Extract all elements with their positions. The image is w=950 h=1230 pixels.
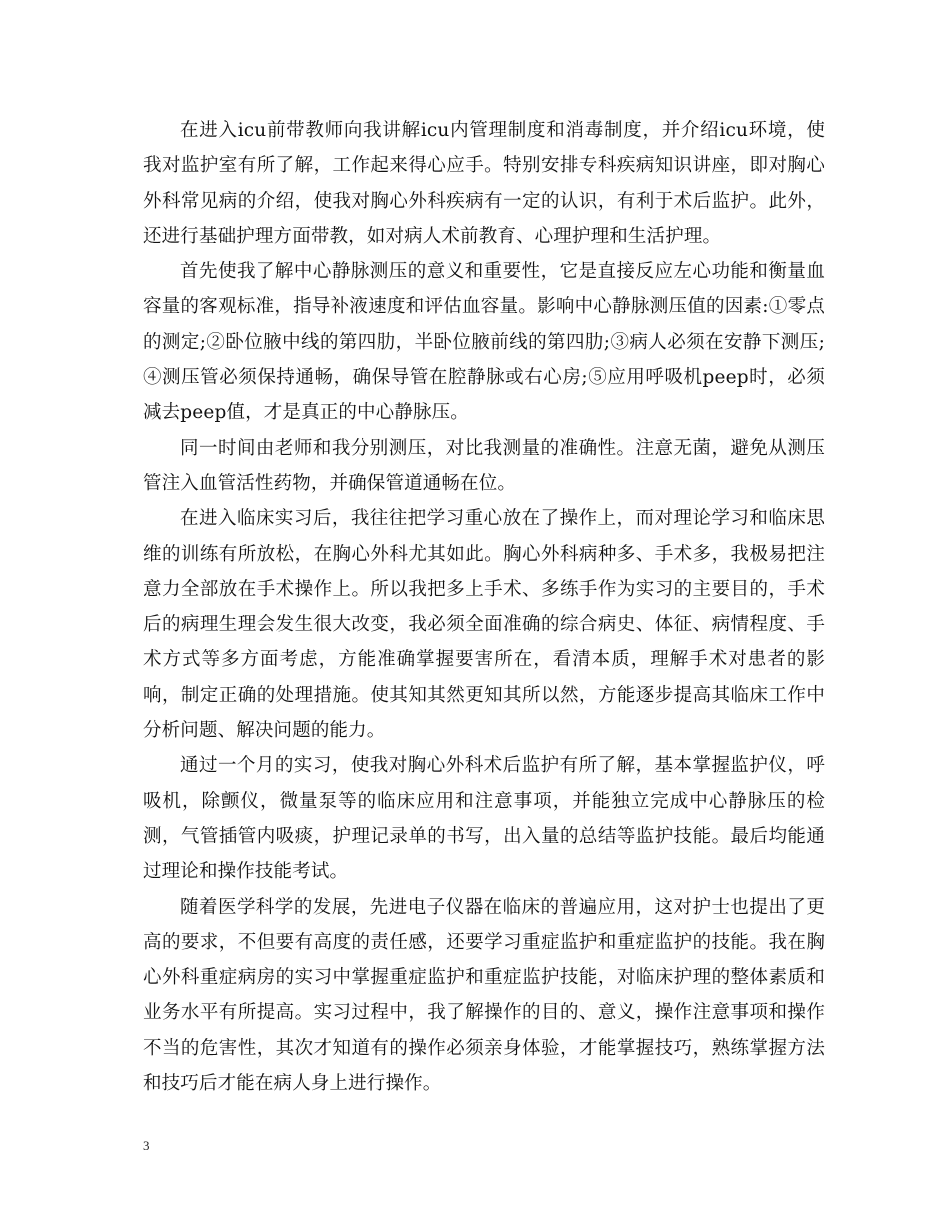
paragraph-medical-development: 随着医学科学的发展，先进电子仪器在临床的普遍应用，这对护士也提出了更高的要求，不但要有高度的责任感，还要学习重症监护和重症监护的技能。我在胸心外科重症病房的实习中掌握重症监护和重症监护技能，对临床护理的整体素质和业务水平有所提高。实习过程中，我了解操作的目的、意义，操作注意事项和操作不当的危害性，其次才知道有的操作必须亲身体验，才能掌握技巧，熟练掌握方法和技巧后才能在病人身上进行操作。	[143, 896, 825, 1095]
body-text	[143, 113, 825, 1101]
paragraph-central-venous-pressure: 首先使我了解中心静脉测压的意义和重要性，它是直接反应左心功能和衡量血容量的客观标准，指导补液速度和评估血容量。影响中心静脉测压值的因素:①零点的测定;②卧位腋中线的第四肋，半卧位腋前线的第四肋;③病人必须在安静下测压;④测压管必须保持通畅，确保导管在腔静脉或右心房;⑤应用呼吸机peep时，必须减去peep值，才是真正的中心静脉压。	[143, 261, 825, 424]
paragraph-pressure-comparison: 同一时间由老师和我分别测压，对比我测量的准确性。注意无菌，避免从测压管注入血管活性药物，并确保管道通畅在位。	[143, 437, 825, 494]
paragraph-clinical-practice: 在进入临床实习后，我往往把学习重心放在了操作上，而对理论学习和临床思维的训练有所放松，在胸心外科尤其如此。胸心外科病种多、手术多，我极易把注意力全部放在手术操作上。所以我把多上手术、多练手作为实习的主要目的，手术后的病理生理会发生很大改变，我必须全面准确的综合病史、体征、病情程度、手术方式等多方面考虑，方能准确掌握要害所在，看清本质，理解手术对患者的影响，制定正确的处理措施。使其知其然更知其所以然，方能逐步提高其临床工作中分析问题、解决问题的能力。	[143, 508, 825, 742]
paragraph-icu-introduction: 在进入icu前带教师向我讲解icu内管理制度和消毒制度，并介绍icu环境，使我对监护室有所了解，工作起来得心应手。特别安排专科疾病知识讲座，即对胸心外科常见病的介绍，使我对胸心外科疾病有一定的认识，有利于术后监护。此外，还进行基础护理方面带教，如对病人术前教育、心理护理和生活护理。	[143, 120, 825, 247]
page-number: 3	[143, 1138, 150, 1153]
paragraph-monthly-internship: 通过一个月的实习，使我对胸心外科术后监护有所了解，基本掌握监护仪，呼吸机，除颤仪，微量泵等的临床应用和注意事项，并能独立完成中心静脉压的检测，气管插管内吸痰，护理记录单的书写，出入量的总结等监护技能。最后均能通过理论和操作技能考试。	[143, 755, 825, 883]
